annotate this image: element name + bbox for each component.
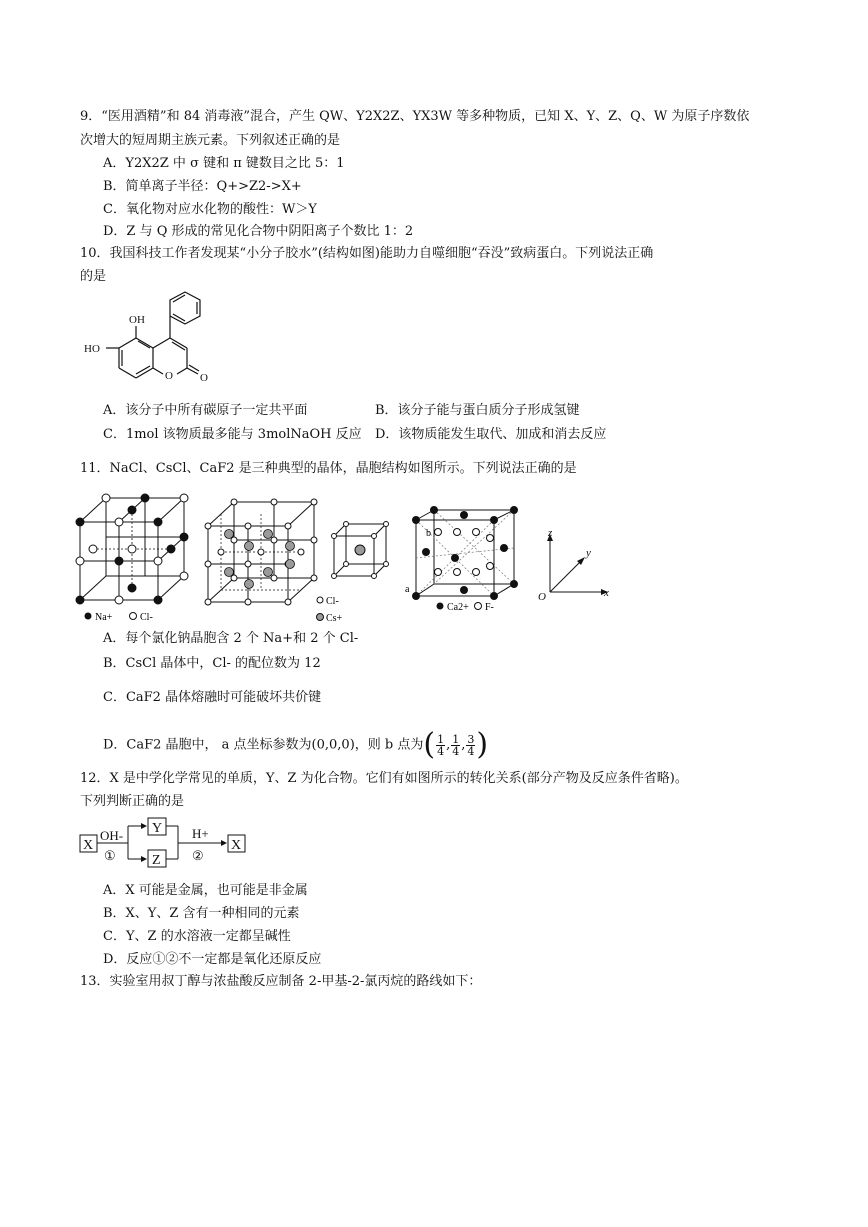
q10-oh-top-label: OH [129,314,145,326]
q9-stem-line2: 次增大的短周期主族元素。下列叙述正确的是 [80,133,341,148]
legend-cl-label: Cl- [140,612,153,623]
q10-molecule-structure [80,288,240,400]
diagram-oh: OH- [100,828,124,843]
q12-stem-line2: 下列判断正确的是 [80,794,185,809]
diagram-circle1: ① [104,848,116,863]
q9-option-b: B．简单离子半径：Q+>Z2->X+ [103,179,302,194]
q10-option-b: B．该分子能与蛋白质分子形成氢键 [375,403,580,418]
axis-origin-label: O [538,591,546,603]
q12-option-d: D．反应①②不一定都是氧化还原反应 [103,952,322,967]
axis-z-label: z [548,527,553,539]
q9-option-a: A．Y2X2Z 中 σ 键和 π 键数目之比 5：1 [103,156,345,171]
q12-option-c: C．Y、Z 的水溶液一定都呈碱性 [103,929,291,944]
diagram-x1: X [83,838,94,853]
frac-2: $\frac{1}{4}$ [452,732,460,758]
q11-stem: 11．NaCl、CsCl、CaF2 是三种典型的晶体，晶胞结构如图所示。下列说法正确的是 [80,461,577,476]
legend-f-label: F- [485,602,494,613]
q9-option-c: C．氧化物对应水化物的酸性：W＞Y [103,202,317,217]
diagram-z: Z [152,853,161,868]
diagram-h: H+ [192,826,209,841]
q12-option-b: B．X、Y、Z 含有一种相同的元素 [103,906,300,921]
q10-stem-line2: 的是 [80,269,107,284]
q11-option-c: C．CaF2 晶体熔融时可能破坏共价键 [103,690,322,705]
caf2-point-a-label: a [405,584,410,595]
q10-ring-o-label: O [165,370,173,382]
q10-option-c: C．1mol 该物质最多能与 3molNaOH 反应 [103,427,362,442]
diagram-x2: X [231,838,242,853]
frac-3: $\frac{3}{4}$ [467,732,475,758]
q12-stem-line1: 12．X 是中学化学常见的单质，Y、Z 为化合物。它们有如图所示的转化关系(部分产物及反应条件省略)。 [80,771,688,786]
q12-option-a: A．X 可能是金属，也可能是非金属 [103,883,308,898]
q10-carbonyl-o-label: O [200,372,208,384]
legend-na-label: Na+ [95,612,113,623]
q10-ho-left-label: HO [84,343,100,355]
cscl-unit-cell [326,520,390,625]
q12-conversion-diagram [78,816,258,872]
axis-x-label: x [604,587,609,599]
cscl-lattice [206,500,326,630]
q11-option-a: A．每个氯化钠晶胞含 2 个 Na+和 2 个 Cl- [103,631,359,646]
q11-option-d: D．CaF2 晶胞中， a 点坐标参数为(0,0,0)，则 b 点为( $\frac{1}{4}$ , $\frac{1}{4}$ , $\frac{3}{4}$ ) [103,727,489,762]
caf2-point-b-label: b [426,528,431,539]
q10-option-a: A．该分子中所有碳原子一定共平面 [103,403,308,418]
xyz-axes [536,528,616,604]
q9-option-d: D．Z 与 Q 形成的常见化合物中阴阳离子个数比 1：2 [103,224,414,239]
q13-stem: 13．实验室用叔丁醇与浓盐酸反应制备 2-甲基-2-氯丙烷的路线如下： [80,974,482,989]
q10-option-d: D．该物质能发生取代、加成和消去反应 [375,427,607,442]
legend-cs-label: Cs+ [326,613,343,624]
frac-1: $\frac{1}{4}$ [437,732,445,758]
axis-y-label: y [586,547,591,559]
q11-option-d-text: D．CaF2 晶胞中， a 点坐标参数为(0,0,0)，则 b 点为 [103,737,424,753]
legend-ca-label: Ca2+ [447,602,469,613]
diagram-circle2: ② [192,848,204,863]
legend-cl2-label: Cl- [326,596,339,607]
nacl-unit-cell [78,492,190,622]
q10-stem-line1: 10．我国科技工作者发现某“小分子胶水”(结构如图)能助力自噬细胞“吞没”致病蛋白。下列说法正确 [80,246,654,261]
diagram-y: Y [152,821,163,836]
q11-option-b: B．CsCl 晶体中，Cl- 的配位数为 12 [103,656,321,671]
q9-stem-line1: 9．“医用酒精”和 84 消毒液”混合，产生 QW、Y2X2Z、YX3W 等多种物质，已知 X、Y、Z、Q、W 为原子序数依 [80,109,750,124]
caf2-unit-cell [402,508,532,618]
